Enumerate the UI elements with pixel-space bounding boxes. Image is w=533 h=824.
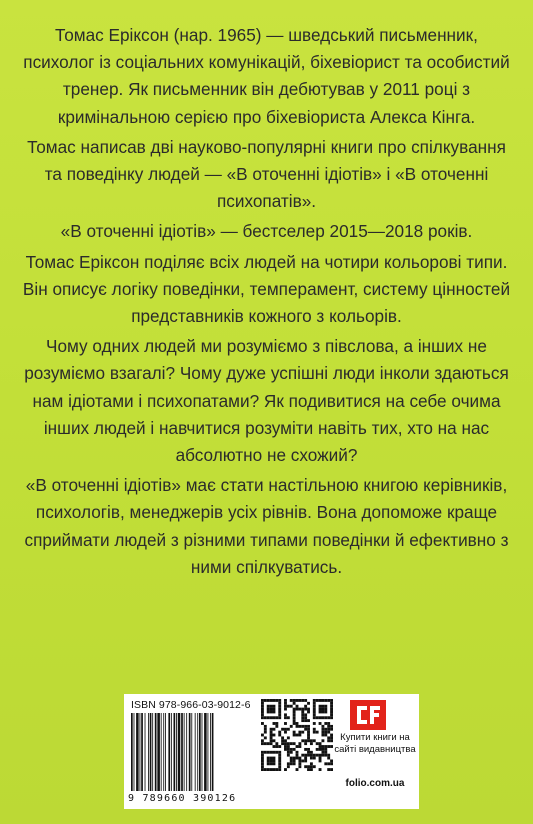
blurb-text [18,22,515,584]
buy-books-text: Купити книги на сайті видавництва [334,732,416,755]
blurb-paragraph-purpose: «В оточенні ідіотів» має стати настільною книгою керівників, психологів, менеджерів усіх рівнів. Вона допоможе краще сприймати людей з різними типами поведінки й ефективно з ними спілкуватись. [24,475,509,577]
blurb-paragraph-bestseller: «В оточенні ідіотів» — бестселер 2015—2018 років. [60,221,473,242]
barcode-block [124,694,419,809]
blurb-paragraph-types: Томас Еріксон поділяє всіх людей на чотири кольорові типи. Він описує логіку поведінки, темперамент, систему цінностей представників кожного з кольорів. [22,251,511,327]
barcode-digits: 9 789660 390126 [128,793,237,804]
folio-logo-icon [350,700,386,730]
publisher-site-link[interactable]: folio.com.ua [345,778,405,789]
isbn-label: ISBN 978-966-03-9012-6 [131,699,251,711]
blurb-paragraph-author: Томас Еріксон (нар. 1965) — шведський письменник, психолог із соціальних комунікацій, біхевіорист та особистий тренер. Як письменник він дебютував у 2011 році з кримінальною серією про біхевіориста Алекса Кінга. [23,25,510,127]
qr-code-icon [261,699,333,771]
blurb-paragraph-questions: Чому одних людей ми розуміємо з півслова, а інших не розуміємо взагалі? Чому дуже успішні люди інколи здаються нам ідіотами і психопатами? Як подивитися на себе очима інших людей і навчитися розуміти навіть тих, хто на нас абсолютно не схожий? [24,336,509,466]
blurb-paragraph-books: Томас написав дві науково-популярні книги про спілкування та поведінку людей — «В оточенні ідіотів» і «В оточенні психопатів». [27,136,506,212]
barcode-icon [131,713,241,791]
